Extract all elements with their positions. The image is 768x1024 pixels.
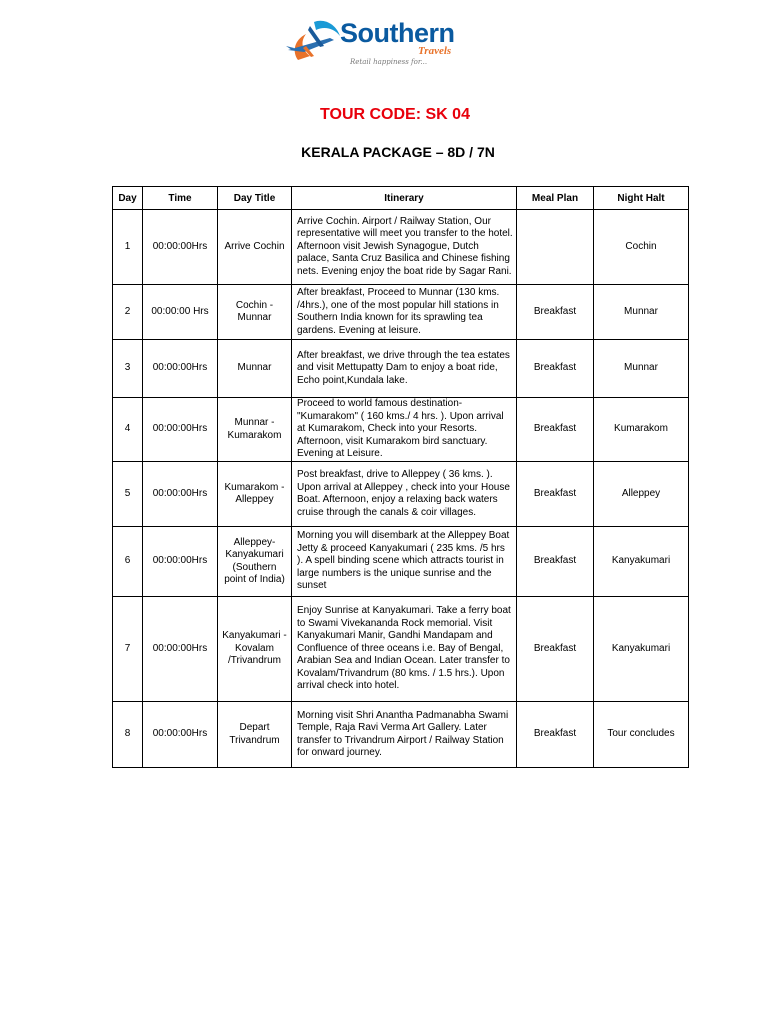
itinerary-cell: Proceed to world famous destination- "Kumarakom" ( 160 kms./ 4 hrs. ). Upon arrival at Kumarakom, Check into your Resorts. Afternoon, visit Kumarakom bird sanctuary. Evening at Leisure. (292, 398, 517, 462)
table-row (113, 702, 689, 768)
table-row (113, 527, 689, 597)
meal-plan-cell: Breakfast (517, 597, 594, 702)
day-title-cell: Arrive Cochin (218, 210, 292, 285)
column-header-night-halt: Night Halt (594, 187, 689, 210)
day-cell: 5 (113, 462, 143, 527)
itinerary-cell: Morning visit Shri Anantha Padmanabha Swami Temple, Raja Ravi Verma Art Gallery. Later transfer to Trivandrum Airport / Railway Station for onward journey. (292, 702, 517, 768)
night-halt-cell: Kanyakumari (594, 527, 689, 597)
time-cell: 00:00:00Hrs (143, 462, 218, 527)
day-title-cell: Munnar (218, 340, 292, 398)
day-cell: 1 (113, 210, 143, 285)
table-row (113, 340, 689, 398)
day-cell: 6 (113, 527, 143, 597)
column-header-itinerary: Itinerary (292, 187, 517, 210)
table-row (113, 462, 689, 527)
night-halt-cell: Kumarakom (594, 398, 689, 462)
day-cell: 4 (113, 398, 143, 462)
brand-name: Southern (340, 18, 455, 48)
airplane-swoosh-icon (284, 16, 344, 72)
column-header-day: Day (113, 187, 143, 210)
itinerary-cell: After breakfast, Proceed to Munnar (130 kms. /4hrs.), one of the most popular hill stations in Southern India known for its sprawling tea gardens. Evening at leisure. (292, 285, 517, 340)
time-cell: 00:00:00Hrs (143, 340, 218, 398)
brand-tagline: Retail happiness for... (350, 58, 428, 66)
time-cell: 00:00:00Hrs (143, 597, 218, 702)
day-title-cell: Depart Trivandrum (218, 702, 292, 768)
package-title: KERALA PACKAGE – 8D / 7N (301, 144, 495, 160)
meal-plan-cell: Breakfast (517, 398, 594, 462)
time-cell: 00:00:00Hrs (143, 527, 218, 597)
itinerary-cell: Enjoy Sunrise at Kanyakumari. Take a ferry boat to Swami Vivekananda Rock memorial. Visit Kanyakumari Manir, Gandhi Mandapam and Confluence of three oceans i.e. Bay of Bengal, Arabian Sea and Indian Ocean. Later transfer to Kovalam/Trivandrum (80 kms. / 1.5 hrs.). Upon arrival check into hotel. (292, 597, 517, 702)
table-row (113, 398, 689, 462)
night-halt-cell: Tour concludes (594, 702, 689, 768)
time-cell: 00:00:00Hrs (143, 702, 218, 768)
meal-plan-cell: Breakfast (517, 527, 594, 597)
brand-subname: Travels (418, 45, 452, 57)
itinerary-cell: Post breakfast, drive to Alleppey ( 36 kms. ). Upon arrival at Alleppey , check into your House Boat. Afternoon, enjoy a relaxing back waters cruise through the canals & coir villages. (292, 462, 517, 527)
table-row (113, 285, 689, 340)
column-header-meal-plan: Meal Plan (517, 187, 594, 210)
meal-plan-cell: Breakfast (517, 462, 594, 527)
time-cell: 00:00:00Hrs (143, 398, 218, 462)
night-halt-cell: Kanyakumari (594, 597, 689, 702)
day-title-cell: Kanyakumari -Kovalam /Trivandrum (218, 597, 292, 702)
day-title-cell: Alleppey- Kanyakumari (Southern point of India) (218, 527, 292, 597)
column-header-day-title: Day Title (218, 187, 292, 210)
day-title-cell: Kumarakom -Alleppey (218, 462, 292, 527)
table-row (113, 210, 689, 285)
day-title-cell: Cochin - Munnar (218, 285, 292, 340)
meal-plan-cell: Breakfast (517, 285, 594, 340)
tour-code-heading: TOUR CODE: SK 04 (320, 106, 470, 123)
day-cell: 3 (113, 340, 143, 398)
table-row (113, 597, 689, 702)
itinerary-table (112, 186, 689, 768)
company-logo (284, 16, 474, 78)
day-cell: 7 (113, 597, 143, 702)
time-cell: 00:00:00 Hrs (143, 285, 218, 340)
itinerary-cell: Arrive Cochin. Airport / Railway Station, Our representative will meet you transfer to the hotel. Afternoon visit Jewish Synagogue, Dutch palace, Santa Cruz Basilica and Chinese fishing nets. Evening enjoy the boat ride by Sagar Rani. (292, 210, 517, 285)
itinerary-cell: After breakfast, we drive through the tea estates and visit Mettupatty Dam to enjoy a boat ride, Echo point,Kundala lake. (292, 340, 517, 398)
meal-plan-cell: Breakfast (517, 340, 594, 398)
day-cell: 8 (113, 702, 143, 768)
meal-plan-cell: Breakfast (517, 702, 594, 768)
day-title-cell: Munnar - Kumarakom (218, 398, 292, 462)
night-halt-cell: Alleppey (594, 462, 689, 527)
column-header-time: Time (143, 187, 218, 210)
time-cell: 00:00:00Hrs (143, 210, 218, 285)
night-halt-cell: Munnar (594, 285, 689, 340)
night-halt-cell: Munnar (594, 340, 689, 398)
meal-plan-cell (517, 210, 594, 285)
night-halt-cell: Cochin (594, 210, 689, 285)
itinerary-cell: Morning you will disembark at the Alleppey Boat Jetty & proceed Kanyakumari ( 235 kms. /5 hrs ). A spell binding scene which attracts tourist in large numbers is the unique sunrise and the sunset (292, 527, 517, 597)
day-cell: 2 (113, 285, 143, 340)
table-header-row (113, 187, 689, 210)
